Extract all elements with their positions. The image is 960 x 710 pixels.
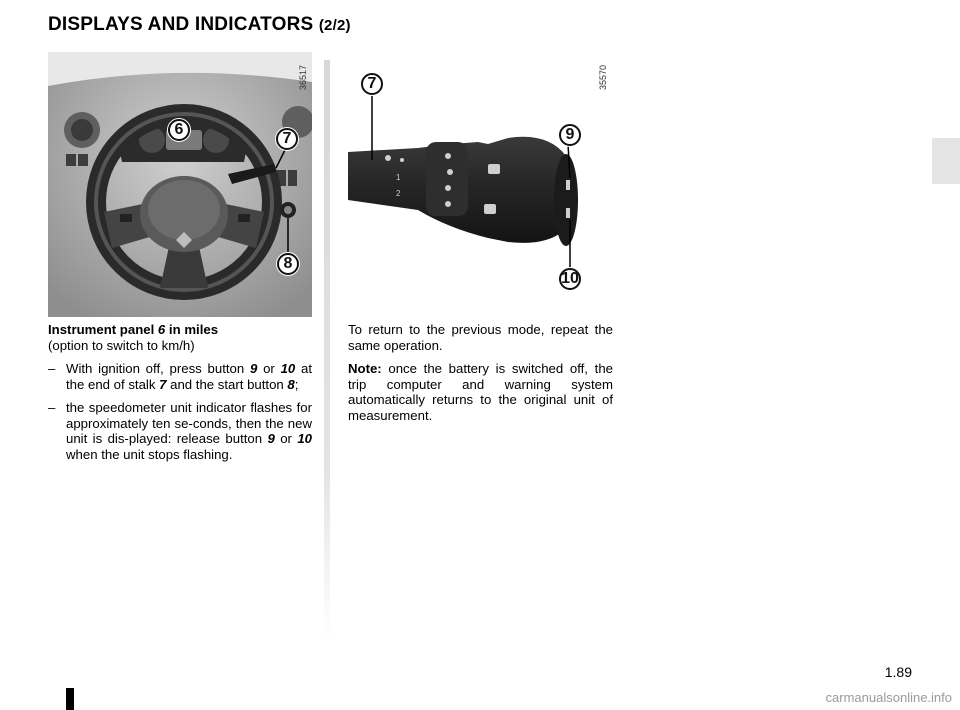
paragraph-return: To return to the previous mode, repeat the same operation. (348, 322, 613, 353)
dashboard-photo (48, 52, 312, 317)
svg-text:1: 1 (396, 173, 401, 182)
paragraph-note: Note: once the battery is switched off, the trip computer and warning system automatically returns to the original unit of measurement. (348, 361, 613, 423)
callout-7: 7 (276, 128, 298, 150)
watermark: carmanualsonline.info (825, 690, 952, 705)
right-column (348, 322, 613, 431)
instruction-list (48, 361, 312, 462)
svg-text:2: 2 (396, 189, 401, 198)
note-label: Note: (348, 361, 382, 376)
page-title (48, 14, 351, 36)
callout-8: 8 (277, 253, 299, 275)
figure1-ref: 36517 (298, 64, 308, 90)
dashboard-illustration (48, 52, 312, 317)
left-column (48, 322, 312, 470)
chapter-tab (932, 138, 960, 184)
list-item: – With ignition off, press button 9 or 10 at the end of stalk 7 and the start button 8; (48, 361, 312, 392)
callout-7b: 7 (361, 73, 383, 95)
title-suffix: (2/2) (318, 17, 351, 34)
callout-9: 9 (559, 124, 581, 146)
corner-mark (66, 688, 74, 710)
title-text: DISPLAYS AND INDICATORS (48, 14, 314, 35)
section-heading: Instrument panel 6 in miles (option to switch to km/h) (48, 322, 219, 353)
list-item: – the speedometer unit indicator flashes for approximately ten se-conds, then the new unit is dis-played: release button 9 or 10 when the unit stops flashing. (48, 400, 313, 462)
stalk-photo (348, 60, 610, 310)
callout-10: 10 (559, 268, 581, 290)
column-divider (324, 60, 330, 640)
callout-6: 6 (168, 119, 190, 141)
figure2-ref: 35570 (598, 64, 608, 90)
page-number: 1.89 (884, 664, 912, 680)
